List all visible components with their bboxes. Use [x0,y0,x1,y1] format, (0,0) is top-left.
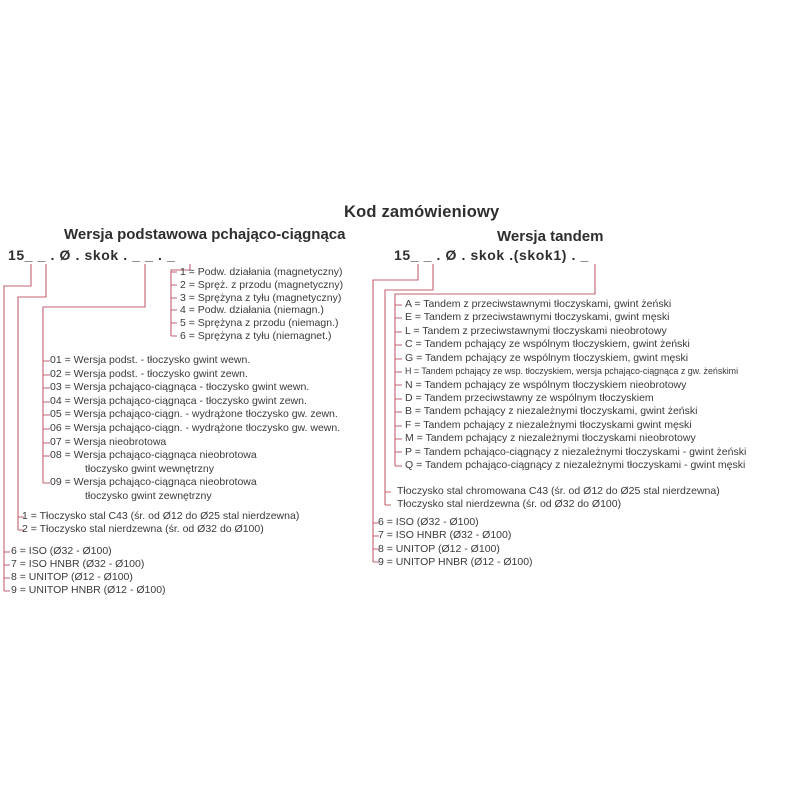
order-code-basic: 15_ _ . Ø . skok . _ _ . _ [8,247,176,263]
list-item: 01 = Wersja podst. - tłoczysko gwint wewn. [50,354,251,366]
list-item: 9 = UNITOP HNBR (Ø12 - Ø100) [378,556,533,569]
list-item: 8 = UNITOP (Ø12 - Ø100) [378,542,500,555]
list-seal-options-tandem [378,516,533,570]
list-item: G = Tandem pchający ze wspólnym tłoczyskiem, gwint męski [405,351,689,364]
list-item: 4 = Podw. działania (niemagn.) [180,304,324,317]
list-item-continuation: tłoczysko gwint wewnętrzny [85,462,214,475]
list-item: 5 = Sprężyna z przodu (niemagn.) [180,317,339,330]
list-item: N = Tandem pchający ze wspólnym tłoczyskiem nieobrotowy [405,378,687,391]
list-item: 6 = Sprężyna z tyłu (niemagnet.) [180,329,332,342]
list-item: 08 = Wersja pchająco-ciągnąca nieobrotowa [50,449,257,462]
list-item: 02 = Wersja podst. - tłoczysko gwint zewn. [50,367,248,380]
list-item-continuation: tłoczysko gwint zewnętrzny [85,489,212,502]
list-item: 9 = UNITOP HNBR (Ø12 - Ø100) [11,584,166,597]
list-item: 05 = Wersja pchająco-ciągn. - wydrążone tłoczysko gw. zewn. [50,408,338,421]
list-item: H = Tandem pchający ze wsp. tłoczyskiem, wersja pchająco-ciągnąca z gw. żeńskimi [405,366,739,377]
list-item: 7 = ISO HNBR (Ø32 - Ø100) [11,558,145,571]
list-item: 06 = Wersja pchająco-ciągn. - wydrążone tłoczysko gw. wewn. [50,421,341,434]
list-item: 6 = ISO (Ø32 - Ø100) [11,545,112,557]
bracket-materials-basic-connector [18,264,46,530]
list-item: D = Tandem przeciwstawny ze wspólnym tłoczyskiem [405,391,654,404]
list-item: M = Tandem pchający z niezależnymi tłoczyskami nieobrotowy [405,432,696,445]
list-item: P = Tandem pchająco-ciągnący z niezależnymi tłoczyskami - gwint żeński [405,445,747,458]
list-item: 03 = Wersja pchająco-ciągnąca - tłoczysko gwint wewn. [50,381,310,394]
list-item: 6 = ISO (Ø32 - Ø100) [378,516,479,528]
section-heading-tandem-version: Wersja tandem [497,228,604,245]
list-item: Q = Tandem pchająco-ciągnący z niezależnymi tłoczyskami - gwint męski [405,459,746,472]
list-item: 3 = Sprężyna z tyłu (magnetyczny) [180,291,342,304]
list-item: 2 = Spręż. z przodu (magnetyczny) [180,278,344,291]
list-item: E = Tandem z przeciwstawnymi tłoczyskami, gwint męski [405,311,670,324]
page-title: Kod zamówieniowy [344,203,500,221]
list-seal-options-basic [11,545,166,597]
section-heading-basic-version: Wersja podstawowa pchająco-ciągnąca [64,226,346,243]
bracket-seals-basic-connector [4,264,31,591]
list-version-options [50,354,340,504]
list-item: 1 = Tłoczysko stal C43 (śr. od Ø12 do Ø25 stal nierdzewna) [22,510,300,522]
list-tandem-types [405,298,746,472]
list-item: L = Tandem z przeciwstawnymi tłoczyskami nieobrotowy [405,324,667,337]
list-item: 1 = Podw. działania (magnetyczny) [180,266,343,278]
list-item: 07 = Wersja nieobrotowa [50,435,167,448]
list-rod-material-tandem [397,485,720,512]
list-item: F = Tandem pchający z niezależnymi tłoczyskami gwint męski [405,418,692,431]
list-item: Tłoczysko stal chromowana C43 (śr. od Ø12 do Ø25 stal nierdzewna) [397,485,720,497]
list-item: C = Tandem pchający ze wspólnym tłoczyskiem, gwint żeński [405,338,690,351]
list-action-options [180,266,343,343]
list-item: 2 = Tłoczysko stal nierdzewna (śr. od Ø32 do Ø100) [22,523,264,536]
list-item: 7 = ISO HNBR (Ø32 - Ø100) [378,529,512,542]
list-rod-material-basic [22,510,299,537]
list-item: Tłoczysko stal nierdzewna (śr. od Ø32 do Ø100) [397,498,622,511]
list-item: 8 = UNITOP (Ø12 - Ø100) [11,571,133,584]
list-item: 09 = Wersja pchająco-ciągnąca nieobrotowa [50,476,257,489]
list-item: 04 = Wersja pchająco-ciągnąca - tłoczysko gwint zewn. [50,394,307,407]
order-code-tandem: 15_ _ . Ø . skok .(skok1) . _ [394,247,589,263]
list-item: B = Tandem pchający z niezależnymi tłoczyskami, gwint żeński [405,405,698,418]
list-item: A = Tandem z przeciwstawnymi tłoczyskami, gwint żeński [405,298,672,310]
